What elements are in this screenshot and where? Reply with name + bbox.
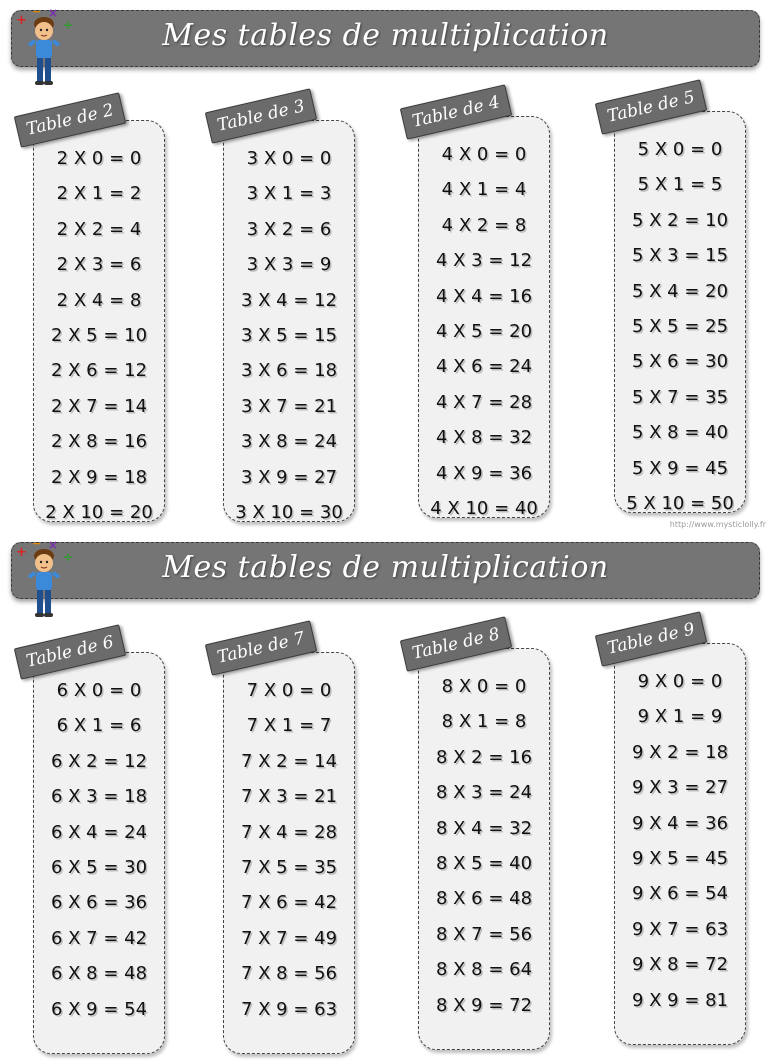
table-row: 9 X 4 = 36 bbox=[631, 812, 729, 834]
table-row: 7 X 5 = 35 bbox=[240, 856, 338, 878]
table-row: 7 X 2 = 14 bbox=[240, 750, 338, 772]
table-row: 7 X 1 = 7 bbox=[246, 715, 332, 737]
table-row: 9 X 0 = 0 bbox=[637, 671, 723, 692]
page-title: Mes tables de multiplication bbox=[162, 18, 609, 53]
sheet-2 bbox=[0, 532, 768, 1064]
table-row: 3 X 8 = 24 bbox=[240, 431, 338, 453]
table-row: 6 X 3 = 18 bbox=[50, 786, 148, 808]
table-row: 3 X 6 = 18 bbox=[240, 360, 338, 382]
svg-text:−: − bbox=[32, 5, 42, 18]
table-label-4: Table de 4 bbox=[400, 84, 512, 139]
table-row: 2 X 2 = 4 bbox=[56, 218, 142, 240]
table-label-8: Table de 8 bbox=[400, 616, 512, 671]
table-row: 2 X 1 = 2 bbox=[56, 183, 142, 205]
table-row: 9 X 9 = 81 bbox=[631, 989, 729, 1011]
table-label-9: Table de 9 bbox=[595, 611, 707, 666]
table-row: 2 X 5 = 10 bbox=[50, 324, 148, 346]
title-banner bbox=[11, 542, 760, 599]
table-row: 3 X 1 = 3 bbox=[246, 183, 332, 205]
table-label-6: Table de 6 bbox=[14, 624, 126, 679]
svg-text:−: − bbox=[32, 537, 42, 550]
table-row: 5 X 2 = 10 bbox=[631, 209, 729, 231]
table-row: 8 X 2 = 16 bbox=[435, 746, 533, 768]
svg-text:×: × bbox=[48, 6, 59, 20]
table-row: 4 X 4 = 16 bbox=[435, 285, 533, 307]
table-row: 5 X 8 = 40 bbox=[631, 422, 729, 444]
table-row: 6 X 7 = 42 bbox=[50, 927, 148, 949]
table-card-9 bbox=[614, 643, 746, 1045]
table-row: 4 X 0 = 0 bbox=[441, 144, 527, 165]
table-card-7 bbox=[223, 652, 355, 1054]
table-row: 8 X 6 = 48 bbox=[435, 888, 533, 910]
table-row: 7 X 4 = 28 bbox=[240, 821, 338, 843]
table-row: 7 X 6 = 42 bbox=[240, 892, 338, 914]
table-row: 4 X 10 = 40 bbox=[430, 497, 538, 519]
table-row: 8 X 7 = 56 bbox=[435, 923, 533, 945]
table-row: 7 X 8 = 56 bbox=[240, 963, 338, 985]
table-card-2 bbox=[33, 120, 165, 522]
table-row: 7 X 3 = 21 bbox=[240, 786, 338, 808]
table-row: 2 X 6 = 12 bbox=[50, 360, 148, 382]
table-row: 5 X 4 = 20 bbox=[631, 280, 729, 302]
table-row: 6 X 5 = 30 bbox=[50, 856, 148, 878]
table-row: 6 X 6 = 36 bbox=[50, 892, 148, 914]
table-row: 9 X 5 = 45 bbox=[631, 847, 729, 869]
svg-text:÷: ÷ bbox=[63, 550, 74, 564]
table-row: 6 X 8 = 48 bbox=[50, 963, 148, 985]
table-row: 5 X 6 = 30 bbox=[631, 351, 729, 373]
table-row: 6 X 4 = 24 bbox=[50, 821, 148, 843]
table-row: 5 X 5 = 25 bbox=[631, 315, 729, 337]
table-row: 3 X 0 = 0 bbox=[246, 148, 332, 169]
table-row: 8 X 1 = 8 bbox=[441, 711, 527, 733]
table-row: 2 X 8 = 16 bbox=[50, 431, 148, 453]
table-row: 3 X 9 = 27 bbox=[240, 466, 338, 488]
table-label-5: Table de 5 bbox=[595, 79, 707, 134]
table-row: 9 X 3 = 27 bbox=[631, 777, 729, 799]
table-row: 6 X 9 = 54 bbox=[50, 998, 148, 1020]
table-row: 6 X 0 = 0 bbox=[56, 680, 142, 701]
table-row: 4 X 2 = 8 bbox=[441, 214, 527, 236]
table-card-8 bbox=[418, 648, 550, 1050]
table-row: 6 X 1 = 6 bbox=[56, 715, 142, 737]
table-row: 8 X 9 = 72 bbox=[435, 994, 533, 1016]
table-row: 8 X 0 = 0 bbox=[441, 676, 527, 697]
table-row: 7 X 0 = 0 bbox=[246, 680, 332, 701]
title-banner bbox=[11, 10, 760, 67]
table-row: 4 X 8 = 32 bbox=[435, 427, 533, 449]
site-credit: http://www.mysticlolly.fr bbox=[669, 520, 766, 529]
table-row: 5 X 9 = 45 bbox=[631, 457, 729, 479]
table-row: 4 X 1 = 4 bbox=[441, 179, 527, 201]
table-row: 7 X 7 = 49 bbox=[240, 927, 338, 949]
table-label-3: Table de 3 bbox=[205, 88, 317, 143]
table-row: 8 X 5 = 40 bbox=[435, 852, 533, 874]
table-label-7: Table de 7 bbox=[205, 620, 317, 675]
table-row: 4 X 9 = 36 bbox=[435, 462, 533, 484]
table-card-4 bbox=[418, 116, 550, 518]
boy-mascot-icon bbox=[14, 536, 76, 622]
table-row: 2 X 10 = 20 bbox=[45, 501, 153, 523]
table-row: 8 X 3 = 24 bbox=[435, 782, 533, 804]
boy-mascot-icon bbox=[14, 4, 76, 90]
table-row: 3 X 4 = 12 bbox=[240, 289, 338, 311]
table-row: 8 X 4 = 32 bbox=[435, 817, 533, 839]
table-row: 5 X 10 = 50 bbox=[626, 492, 734, 514]
table-row: 9 X 1 = 9 bbox=[637, 706, 723, 728]
table-row: 4 X 7 = 28 bbox=[435, 391, 533, 413]
table-row: 5 X 7 = 35 bbox=[631, 386, 729, 408]
table-row: 6 X 2 = 12 bbox=[50, 750, 148, 772]
table-row: 2 X 3 = 6 bbox=[56, 254, 142, 276]
page-title: Mes tables de multiplication bbox=[162, 550, 609, 585]
svg-text:+: + bbox=[16, 13, 27, 28]
svg-text:×: × bbox=[48, 538, 59, 552]
table-row: 5 X 3 = 15 bbox=[631, 245, 729, 267]
table-row: 2 X 4 = 8 bbox=[56, 289, 142, 311]
table-row: 3 X 7 = 21 bbox=[240, 395, 338, 417]
table-row: 2 X 9 = 18 bbox=[50, 466, 148, 488]
svg-text:÷: ÷ bbox=[63, 18, 74, 32]
table-row: 3 X 3 = 9 bbox=[246, 254, 332, 276]
table-row: 2 X 7 = 14 bbox=[50, 395, 148, 417]
table-row: 4 X 6 = 24 bbox=[435, 356, 533, 378]
table-row: 9 X 7 = 63 bbox=[631, 918, 729, 940]
table-row: 9 X 6 = 54 bbox=[631, 883, 729, 905]
table-row: 8 X 8 = 64 bbox=[435, 959, 533, 981]
table-row: 3 X 2 = 6 bbox=[246, 218, 332, 240]
table-card-3 bbox=[223, 120, 355, 522]
table-row: 2 X 0 = 0 bbox=[56, 148, 142, 169]
table-row: 7 X 9 = 63 bbox=[240, 998, 338, 1020]
table-card-6 bbox=[33, 652, 165, 1054]
table-row: 9 X 8 = 72 bbox=[631, 954, 729, 976]
table-row: 9 X 2 = 18 bbox=[631, 741, 729, 763]
svg-text:+: + bbox=[16, 545, 27, 560]
table-row: 5 X 1 = 5 bbox=[637, 174, 723, 196]
table-row: 4 X 5 = 20 bbox=[435, 320, 533, 342]
table-card-5 bbox=[614, 111, 746, 513]
table-row: 3 X 5 = 15 bbox=[240, 324, 338, 346]
table-row: 5 X 0 = 0 bbox=[637, 139, 723, 160]
table-row: 3 X 10 = 30 bbox=[235, 501, 343, 523]
table-row: 4 X 3 = 12 bbox=[435, 250, 533, 272]
table-label-2: Table de 2 bbox=[14, 92, 126, 147]
